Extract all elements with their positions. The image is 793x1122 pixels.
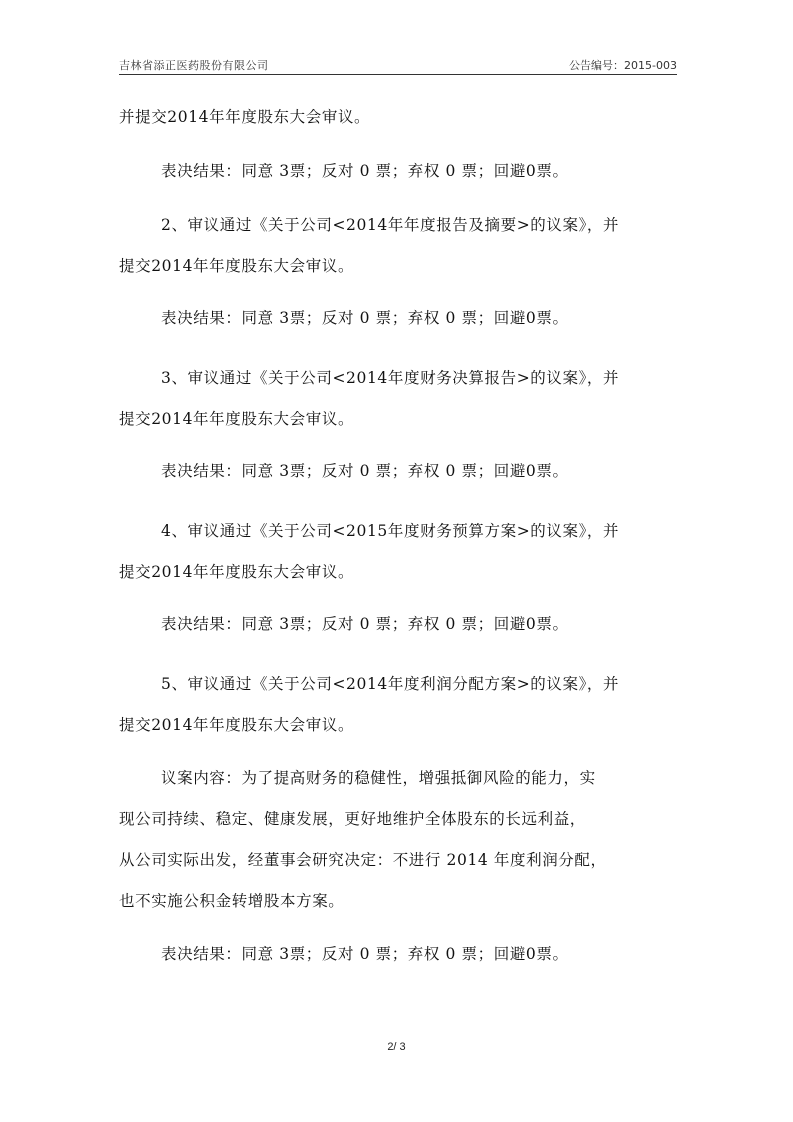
proposal-content-line: 议案内容：为了提高财务的稳健性，增强抵御风险的能力，实 xyxy=(161,769,596,787)
body-line: 并提交2014年年度股东大会审议。 xyxy=(119,108,371,126)
company-name: 吉林省添正医药股份有限公司 xyxy=(119,59,269,72)
vote-result-line: 表决结果：同意 3票；反对 0 票；弃权 0 票；回避0票。 xyxy=(161,945,569,963)
announcement-number: 公告编号：2015-003 xyxy=(569,59,677,72)
vote-result-line: 表决结果：同意 3票；反对 0 票；弃权 0 票；回避0票。 xyxy=(161,615,569,633)
vote-result-line: 表决结果：同意 3票；反对 0 票；弃权 0 票；回避0票。 xyxy=(161,462,569,480)
proposal-content-line: 现公司持续、稳定、健康发展，更好地维护全体股东的长远利益， xyxy=(119,810,586,828)
vote-result-line: 表决结果：同意 3票；反对 0 票；弃权 0 票；回避0票。 xyxy=(161,162,569,180)
page-number: 2/ 3 xyxy=(387,1041,406,1053)
body-line: 提交2014年年度股东大会审议。 xyxy=(119,716,355,734)
resolution-title-line: 2、审议通过《关于公司<2014年年度报告及摘要>的议案》，并 xyxy=(161,216,620,234)
body-line: 提交2014年年度股东大会审议。 xyxy=(119,410,355,428)
proposal-content-line: 也不实施公积金转增股本方案。 xyxy=(119,892,345,910)
resolution-title-line: 5、审议通过《关于公司<2014年度利润分配方案>的议案》，并 xyxy=(161,675,620,693)
body-line: 提交2014年年度股东大会审议。 xyxy=(119,257,355,275)
proposal-content-line: 从公司实际出发，经董事会研究决定：不进行 2014 年度利润分配， xyxy=(119,851,607,869)
resolution-title-line: 3、审议通过《关于公司<2014年度财务决算报告>的议案》，并 xyxy=(161,369,620,387)
page-header xyxy=(119,54,677,75)
resolution-title-line: 4、审议通过《关于公司<2015年度财务预算方案>的议案》，并 xyxy=(161,522,620,540)
body-line: 提交2014年年度股东大会审议。 xyxy=(119,563,355,581)
vote-result-line: 表决结果：同意 3票；反对 0 票；弃权 0 票；回避0票。 xyxy=(161,309,569,327)
